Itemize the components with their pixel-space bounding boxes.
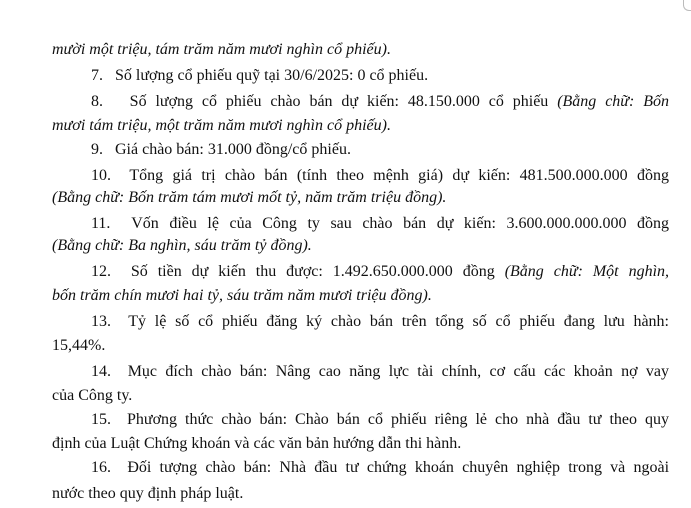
continuation-line bbox=[0, 40, 691, 60]
list-item-15-cont bbox=[0, 434, 691, 454]
item-number: 15. bbox=[91, 411, 111, 428]
list-item-10-cont bbox=[0, 188, 691, 208]
item-text: Giá chào bán: 31.000 đồng/cổ phiếu. bbox=[115, 141, 351, 158]
item-text: Số lượng cổ phiếu quỹ tại 30/6/2025: 0 cổ phiếu. bbox=[115, 67, 429, 84]
list-item-10 bbox=[91, 166, 669, 186]
list-item-8-cont bbox=[0, 116, 691, 136]
item-number: 8. bbox=[91, 93, 103, 110]
list-item-12-cont bbox=[0, 286, 691, 306]
list-item-13-cont bbox=[0, 336, 691, 356]
item-number: 13. bbox=[91, 313, 111, 330]
item-number: 12. bbox=[91, 263, 111, 280]
list-item-14-cont bbox=[0, 386, 691, 406]
list-item-7 bbox=[0, 66, 691, 86]
item-italic-text: bốn trăm chín mươi hai tỷ, sáu trăm năm mươi triệu đồng). bbox=[52, 287, 432, 304]
item-text: Số tiền dự kiến thu được: 1.492.650.000.000 đồng bbox=[130, 263, 495, 280]
list-item-16-cont bbox=[0, 484, 691, 504]
item-text: Tổng giá trị chào bán (tính theo mệnh giá) dự kiến: 481.500.000.000 đồng bbox=[129, 167, 669, 184]
list-item-14 bbox=[91, 362, 669, 382]
item-italic-text: (Bằng chữ: Bốn trăm tám mươi mốt tỷ, năm trăm triệu đồng). bbox=[52, 189, 447, 206]
list-item-12 bbox=[91, 262, 669, 282]
list-item-15 bbox=[91, 410, 669, 430]
item-text: 15,44%. bbox=[52, 337, 106, 354]
item-text: Tỷ lệ số cổ phiếu đăng ký chào bán trên tổng số cổ phiếu đang lưu hành: bbox=[128, 313, 670, 330]
page-corner-mark bbox=[683, 0, 691, 11]
item-italic-text: (Bằng chữ: Ba nghìn, sáu trăm tỷ đồng). bbox=[52, 237, 312, 254]
item-number: 14. bbox=[91, 363, 111, 380]
list-item-9 bbox=[0, 140, 691, 160]
item-text: Mục đích chào bán: Nâng cao năng lực tài chính, cơ cấu các khoản nợ vay bbox=[127, 363, 670, 380]
item-number: 16. bbox=[91, 459, 111, 476]
item-text: Đối tượng chào bán: Nhà đầu tư chứng khoán chuyên nghiệp trong và ngoài bbox=[127, 459, 670, 476]
item-number: 9. bbox=[91, 141, 103, 158]
item-number: 11. bbox=[91, 215, 111, 232]
item-text: định của Luật Chứng khoán và các văn bản hướng dẫn thi hành. bbox=[52, 435, 462, 452]
list-item-8 bbox=[91, 92, 669, 112]
list-item-16 bbox=[91, 458, 669, 478]
list-item-11 bbox=[91, 214, 669, 234]
item-text: Vốn điều lệ của Công ty sau chào bán dự kiến: 3.600.000.000.000 đồng bbox=[131, 215, 670, 232]
item-italic-text: (Bằng chữ: Bốn bbox=[557, 93, 670, 110]
item-text: của Công ty. bbox=[52, 387, 133, 404]
item-number: 10. bbox=[91, 167, 111, 184]
item-text: Phương thức chào bán: Chào bán cổ phiếu riêng lẻ cho nhà đầu tư theo quy bbox=[127, 411, 669, 428]
item-number: 7. bbox=[91, 67, 103, 84]
item-text: nước theo quy định pháp luật. bbox=[52, 485, 244, 502]
item-italic-text: mươi tám triệu, một trăm năm mươi nghìn cổ phiếu). bbox=[52, 117, 391, 134]
item-italic-text: (Bằng chữ: Một nghìn, bbox=[504, 263, 670, 280]
list-item-13 bbox=[91, 312, 669, 332]
item-text: Số lượng cổ phiếu chào bán dự kiến: 48.150.000 cổ phiếu bbox=[129, 93, 549, 110]
list-item-11-cont bbox=[0, 236, 691, 256]
continuation-text: mười một triệu, tám trăm năm mươi nghìn cổ phiếu). bbox=[52, 41, 391, 58]
